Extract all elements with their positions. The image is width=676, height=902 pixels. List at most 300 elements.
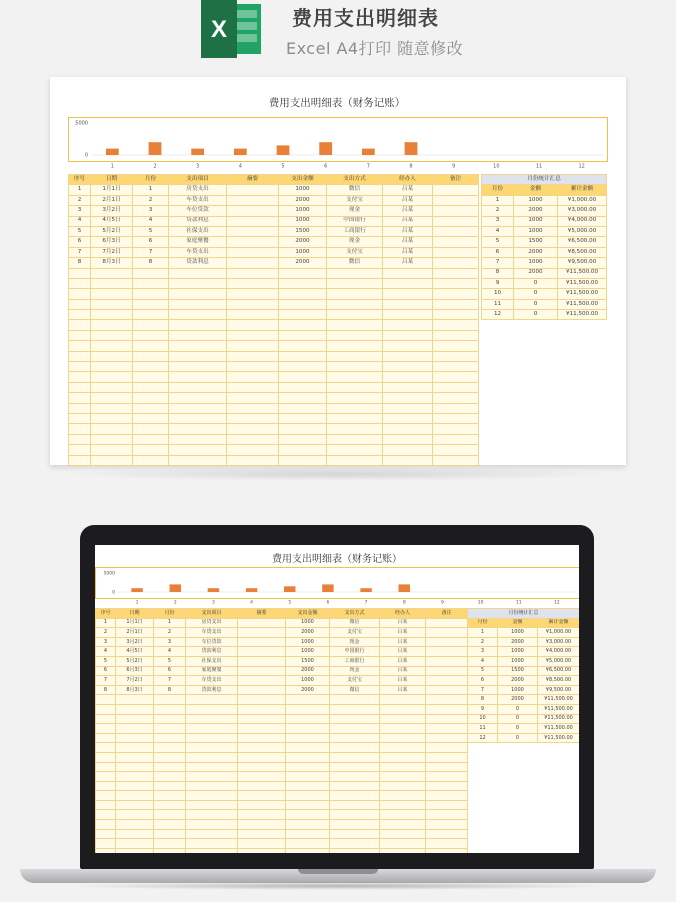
table-cell[interactable]: 1000 [279,216,327,226]
summary-cell[interactable]: 1000 [498,656,538,666]
summary-cell[interactable]: 8 [468,695,498,705]
table-cell[interactable] [154,829,186,839]
table-cell[interactable] [96,820,116,830]
summary-cell[interactable]: ¥11,500.00 [558,299,607,309]
table-cell[interactable]: 吕某 [380,618,426,628]
table-cell[interactable] [426,676,468,686]
table-cell[interactable]: 房贷支出 [169,185,227,195]
table-cell[interactable] [116,848,154,853]
column-header[interactable]: 月份 [154,609,186,619]
table-cell[interactable] [227,206,279,216]
table-cell[interactable]: 2 [154,628,186,638]
table-cell[interactable] [383,382,433,392]
table-cell[interactable] [279,393,327,403]
table-cell[interactable] [227,393,279,403]
column-header[interactable]: 摘要 [238,609,286,619]
table-cell[interactable] [91,455,133,465]
table-cell[interactable] [238,618,286,628]
table-cell[interactable] [426,839,468,849]
table-cell[interactable] [133,320,169,330]
table-cell[interactable]: 5 [133,226,169,236]
table-cell[interactable]: 现金 [330,666,380,676]
table-cell[interactable] [327,330,383,340]
table-cell[interactable] [154,800,186,810]
column-header[interactable]: 序号 [96,609,116,619]
table-cell[interactable]: 6月3日 [116,666,154,676]
table-cell[interactable] [286,704,330,714]
table-cell[interactable]: 2月1日 [91,195,133,205]
table-cell[interactable] [186,848,238,853]
table-cell[interactable] [327,434,383,444]
table-cell[interactable] [186,762,238,772]
table-cell[interactable]: 2 [133,195,169,205]
column-header[interactable]: 月份 [133,175,169,185]
table-cell[interactable]: 1000 [279,206,327,216]
table-cell[interactable] [238,714,286,724]
table-cell[interactable] [433,393,479,403]
table-cell[interactable]: 6 [133,237,169,247]
summary-cell[interactable]: ¥8,500.00 [558,247,607,257]
table-cell[interactable]: 微信 [330,618,380,628]
table-cell[interactable] [330,772,380,782]
table-cell[interactable]: 吕某 [380,666,426,676]
summary-cell[interactable]: 4 [482,226,514,236]
table-cell[interactable] [286,810,330,820]
table-cell[interactable] [327,268,383,278]
table-cell[interactable] [116,810,154,820]
summary-column-header[interactable]: 月份 [468,618,498,628]
table-cell[interactable] [238,829,286,839]
table-cell[interactable] [426,743,468,753]
table-cell[interactable] [186,772,238,782]
table-cell[interactable] [433,330,479,340]
table-cell[interactable] [91,341,133,351]
column-header[interactable]: 备注 [426,609,468,619]
table-cell[interactable] [330,800,380,810]
table-cell[interactable] [238,628,286,638]
table-cell[interactable] [186,714,238,724]
table-cell[interactable] [154,762,186,772]
table-cell[interactable] [69,310,91,320]
table-cell[interactable] [433,258,479,268]
table-cell[interactable] [426,647,468,657]
table-cell[interactable]: 2 [96,628,116,638]
column-header[interactable]: 日期 [91,175,133,185]
table-cell[interactable] [279,289,327,299]
summary-cell[interactable]: 1000 [514,226,558,236]
column-header[interactable]: 经办人 [380,609,426,619]
table-cell[interactable] [426,666,468,676]
table-cell[interactable]: 4 [133,216,169,226]
column-header[interactable]: 支出项目 [169,175,227,185]
table-cell[interactable] [286,752,330,762]
table-cell[interactable] [227,403,279,413]
table-cell[interactable] [133,351,169,361]
table-cell[interactable] [383,268,433,278]
table-cell[interactable] [116,829,154,839]
table-cell[interactable] [383,372,433,382]
table-cell[interactable]: 社保支出 [186,656,238,666]
table-cell[interactable]: 1000 [286,676,330,686]
table-cell[interactable] [286,839,330,849]
table-cell[interactable] [169,372,227,382]
table-cell[interactable] [433,413,479,423]
summary-cell[interactable]: 5 [468,666,498,676]
table-cell[interactable] [96,724,116,734]
table-cell[interactable] [426,628,468,638]
table-cell[interactable] [227,424,279,434]
table-cell[interactable]: 支付宝 [327,195,383,205]
table-cell[interactable]: 吕某 [383,258,433,268]
table-cell[interactable] [330,848,380,853]
table-cell[interactable] [133,289,169,299]
table-cell[interactable] [116,724,154,734]
table-cell[interactable] [133,403,169,413]
summary-cell[interactable]: 0 [514,310,558,320]
table-cell[interactable] [383,362,433,372]
table-cell[interactable]: 3 [154,637,186,647]
table-cell[interactable]: 5 [69,226,91,236]
table-cell[interactable] [330,714,380,724]
table-cell[interactable] [433,424,479,434]
column-header[interactable]: 支出金额 [279,175,327,185]
table-cell[interactable]: 现金 [327,237,383,247]
table-cell[interactable]: 贷款利息 [169,258,227,268]
table-cell[interactable]: 7 [96,676,116,686]
table-cell[interactable] [186,810,238,820]
table-cell[interactable]: 贷款利息 [186,647,238,657]
table-cell[interactable] [154,733,186,743]
table-cell[interactable] [169,320,227,330]
table-cell[interactable] [279,268,327,278]
table-cell[interactable] [330,839,380,849]
table-cell[interactable] [433,455,479,465]
summary-cell[interactable]: 1 [468,628,498,638]
table-cell[interactable] [238,781,286,791]
summary-cell[interactable]: 10 [482,289,514,299]
summary-column-header[interactable]: 金额 [498,618,538,628]
table-cell[interactable]: 工商银行 [327,226,383,236]
summary-cell[interactable]: ¥6,500.00 [538,666,580,676]
column-header[interactable]: 支出方式 [327,175,383,185]
table-cell[interactable] [383,320,433,330]
table-cell[interactable] [169,424,227,434]
table-cell[interactable] [238,762,286,772]
table-cell[interactable] [238,685,286,695]
table-cell[interactable] [286,772,330,782]
table-cell[interactable]: 7 [69,247,91,257]
table-cell[interactable]: 8月3日 [91,258,133,268]
table-cell[interactable] [380,743,426,753]
table-cell[interactable] [279,434,327,444]
table-cell[interactable] [327,372,383,382]
table-cell[interactable] [383,403,433,413]
table-cell[interactable] [91,351,133,361]
table-cell[interactable] [96,714,116,724]
column-header[interactable]: 支出方式 [330,609,380,619]
table-cell[interactable]: 1月1日 [116,618,154,628]
table-cell[interactable]: 2月1日 [116,628,154,638]
table-cell[interactable] [279,424,327,434]
summary-cell[interactable]: 1000 [498,647,538,657]
summary-cell[interactable]: 7 [482,258,514,268]
table-cell[interactable] [238,676,286,686]
table-cell[interactable]: 车贷支出 [186,676,238,686]
table-cell[interactable] [169,382,227,392]
table-cell[interactable] [380,714,426,724]
table-cell[interactable] [227,247,279,257]
summary-cell[interactable]: ¥11,500.00 [558,268,607,278]
table-cell[interactable] [380,772,426,782]
table-cell[interactable] [279,413,327,423]
table-cell[interactable] [169,413,227,423]
table-cell[interactable] [286,695,330,705]
table-cell[interactable]: 5 [154,656,186,666]
table-cell[interactable] [96,743,116,753]
table-cell[interactable]: 8 [69,258,91,268]
table-cell[interactable] [433,372,479,382]
table-cell[interactable]: 现金 [327,206,383,216]
table-cell[interactable] [227,278,279,288]
table-cell[interactable]: 1000 [286,618,330,628]
table-cell[interactable] [96,791,116,801]
table-cell[interactable]: 1 [154,618,186,628]
table-cell[interactable] [69,413,91,423]
table-cell[interactable] [327,413,383,423]
table-cell[interactable] [383,445,433,455]
summary-cell[interactable]: 2 [468,637,498,647]
table-cell[interactable] [238,656,286,666]
table-cell[interactable] [91,310,133,320]
table-cell[interactable]: 吕某 [383,206,433,216]
table-cell[interactable]: 支付宝 [330,676,380,686]
table-cell[interactable] [133,278,169,288]
summary-cell[interactable]: ¥11,500.00 [538,704,580,714]
table-cell[interactable] [227,289,279,299]
summary-cell[interactable]: 0 [498,704,538,714]
table-cell[interactable]: 车位贷款 [169,206,227,216]
table-cell[interactable] [383,455,433,465]
table-cell[interactable] [116,704,154,714]
table-cell[interactable]: 2000 [279,195,327,205]
table-cell[interactable] [433,247,479,257]
table-cell[interactable]: 贷款利息 [186,685,238,695]
table-cell[interactable] [186,791,238,801]
table-cell[interactable] [383,351,433,361]
table-cell[interactable] [133,445,169,455]
table-cell[interactable] [91,413,133,423]
table-cell[interactable] [426,829,468,839]
table-cell[interactable] [279,445,327,455]
table-cell[interactable] [279,278,327,288]
summary-cell[interactable]: 5 [482,237,514,247]
table-cell[interactable]: 工商银行 [330,656,380,666]
table-cell[interactable] [286,762,330,772]
table-cell[interactable] [96,839,116,849]
table-cell[interactable]: 1月1日 [91,185,133,195]
table-cell[interactable] [426,781,468,791]
table-cell[interactable] [330,781,380,791]
table-cell[interactable] [169,330,227,340]
table-cell[interactable]: 车位贷款 [186,637,238,647]
table-cell[interactable] [133,424,169,434]
table-cell[interactable] [238,666,286,676]
table-cell[interactable] [238,820,286,830]
summary-cell[interactable]: 11 [482,299,514,309]
table-cell[interactable]: 家庭聚餐 [169,237,227,247]
table-cell[interactable]: 吕某 [380,685,426,695]
table-cell[interactable] [116,752,154,762]
summary-cell[interactable]: 1000 [498,628,538,638]
table-cell[interactable] [327,351,383,361]
table-cell[interactable] [426,772,468,782]
table-cell[interactable] [69,445,91,455]
summary-cell[interactable]: 1500 [498,666,538,676]
column-header[interactable]: 支出金额 [286,609,330,619]
table-cell[interactable] [330,695,380,705]
table-cell[interactable] [69,393,91,403]
table-cell[interactable] [238,848,286,853]
summary-cell[interactable]: ¥4,000.00 [538,647,580,657]
table-cell[interactable]: 7月2日 [116,676,154,686]
table-cell[interactable]: 4 [69,216,91,226]
table-cell[interactable]: 4 [154,647,186,657]
table-cell[interactable] [96,772,116,782]
summary-column-header[interactable]: 累计金额 [558,185,607,195]
table-cell[interactable]: 吕某 [380,637,426,647]
table-cell[interactable] [69,372,91,382]
table-cell[interactable]: 车贷支出 [169,195,227,205]
table-cell[interactable] [227,299,279,309]
table-cell[interactable] [91,372,133,382]
summary-column-header[interactable]: 月份 [482,185,514,195]
table-cell[interactable] [286,733,330,743]
table-cell[interactable]: 1 [96,618,116,628]
table-cell[interactable] [91,320,133,330]
table-cell[interactable]: 4 [96,647,116,657]
table-cell[interactable] [227,320,279,330]
summary-cell[interactable]: 2000 [498,637,538,647]
table-cell[interactable] [169,434,227,444]
table-cell[interactable] [116,772,154,782]
summary-cell[interactable]: 2000 [514,268,558,278]
table-cell[interactable]: 3月2日 [116,637,154,647]
table-cell[interactable] [327,393,383,403]
table-cell[interactable]: 1000 [279,185,327,195]
table-cell[interactable] [327,424,383,434]
table-cell[interactable] [426,695,468,705]
summary-cell[interactable]: 2 [482,206,514,216]
table-cell[interactable] [327,341,383,351]
table-cell[interactable] [238,839,286,849]
table-cell[interactable] [96,781,116,791]
table-cell[interactable] [227,382,279,392]
table-cell[interactable]: 3 [96,637,116,647]
table-cell[interactable] [227,258,279,268]
table-cell[interactable] [96,704,116,714]
table-cell[interactable] [330,820,380,830]
summary-cell[interactable]: 1000 [514,216,558,226]
table-cell[interactable] [227,351,279,361]
table-cell[interactable] [186,752,238,762]
table-cell[interactable] [330,762,380,772]
table-cell[interactable] [383,434,433,444]
table-cell[interactable]: 吕某 [383,237,433,247]
table-cell[interactable] [279,351,327,361]
table-cell[interactable] [91,278,133,288]
summary-cell[interactable]: 10 [468,714,498,724]
table-cell[interactable] [116,733,154,743]
table-cell[interactable] [227,310,279,320]
table-cell[interactable] [186,704,238,714]
table-cell[interactable] [380,791,426,801]
table-cell[interactable]: 支付宝 [330,628,380,638]
table-cell[interactable] [91,424,133,434]
table-cell[interactable] [238,724,286,734]
table-cell[interactable] [327,278,383,288]
table-cell[interactable] [327,289,383,299]
table-cell[interactable] [227,445,279,455]
column-header[interactable]: 摘要 [227,175,279,185]
table-cell[interactable] [91,382,133,392]
table-cell[interactable] [69,299,91,309]
summary-cell[interactable]: 12 [468,733,498,743]
table-cell[interactable] [116,714,154,724]
summary-cell[interactable]: ¥5,000.00 [558,226,607,236]
table-cell[interactable] [227,434,279,444]
table-cell[interactable] [169,310,227,320]
table-cell[interactable] [133,434,169,444]
table-cell[interactable] [69,424,91,434]
summary-cell[interactable]: 6 [468,676,498,686]
table-cell[interactable] [227,226,279,236]
table-cell[interactable] [69,434,91,444]
table-cell[interactable] [154,772,186,782]
table-cell[interactable] [279,372,327,382]
table-cell[interactable]: 1500 [286,656,330,666]
table-cell[interactable] [286,848,330,853]
table-cell[interactable] [433,226,479,236]
table-cell[interactable] [91,403,133,413]
table-cell[interactable] [279,403,327,413]
table-cell[interactable] [330,733,380,743]
table-cell[interactable] [433,341,479,351]
table-cell[interactable] [154,724,186,734]
table-cell[interactable] [116,743,154,753]
table-cell[interactable] [69,289,91,299]
table-cell[interactable] [227,341,279,351]
table-cell[interactable] [227,237,279,247]
table-cell[interactable] [279,341,327,351]
table-cell[interactable] [69,403,91,413]
table-cell[interactable] [96,752,116,762]
table-cell[interactable] [426,685,468,695]
table-cell[interactable] [227,362,279,372]
table-cell[interactable] [169,393,227,403]
summary-cell[interactable]: 3 [468,647,498,657]
table-cell[interactable] [433,351,479,361]
table-cell[interactable] [186,781,238,791]
table-cell[interactable]: 6月3日 [91,237,133,247]
summary-cell[interactable]: ¥11,500.00 [538,695,580,705]
table-cell[interactable] [433,382,479,392]
table-cell[interactable] [69,341,91,351]
table-cell[interactable] [433,445,479,455]
table-cell[interactable] [154,704,186,714]
table-cell[interactable] [279,299,327,309]
table-cell[interactable] [433,268,479,278]
table-cell[interactable] [69,330,91,340]
